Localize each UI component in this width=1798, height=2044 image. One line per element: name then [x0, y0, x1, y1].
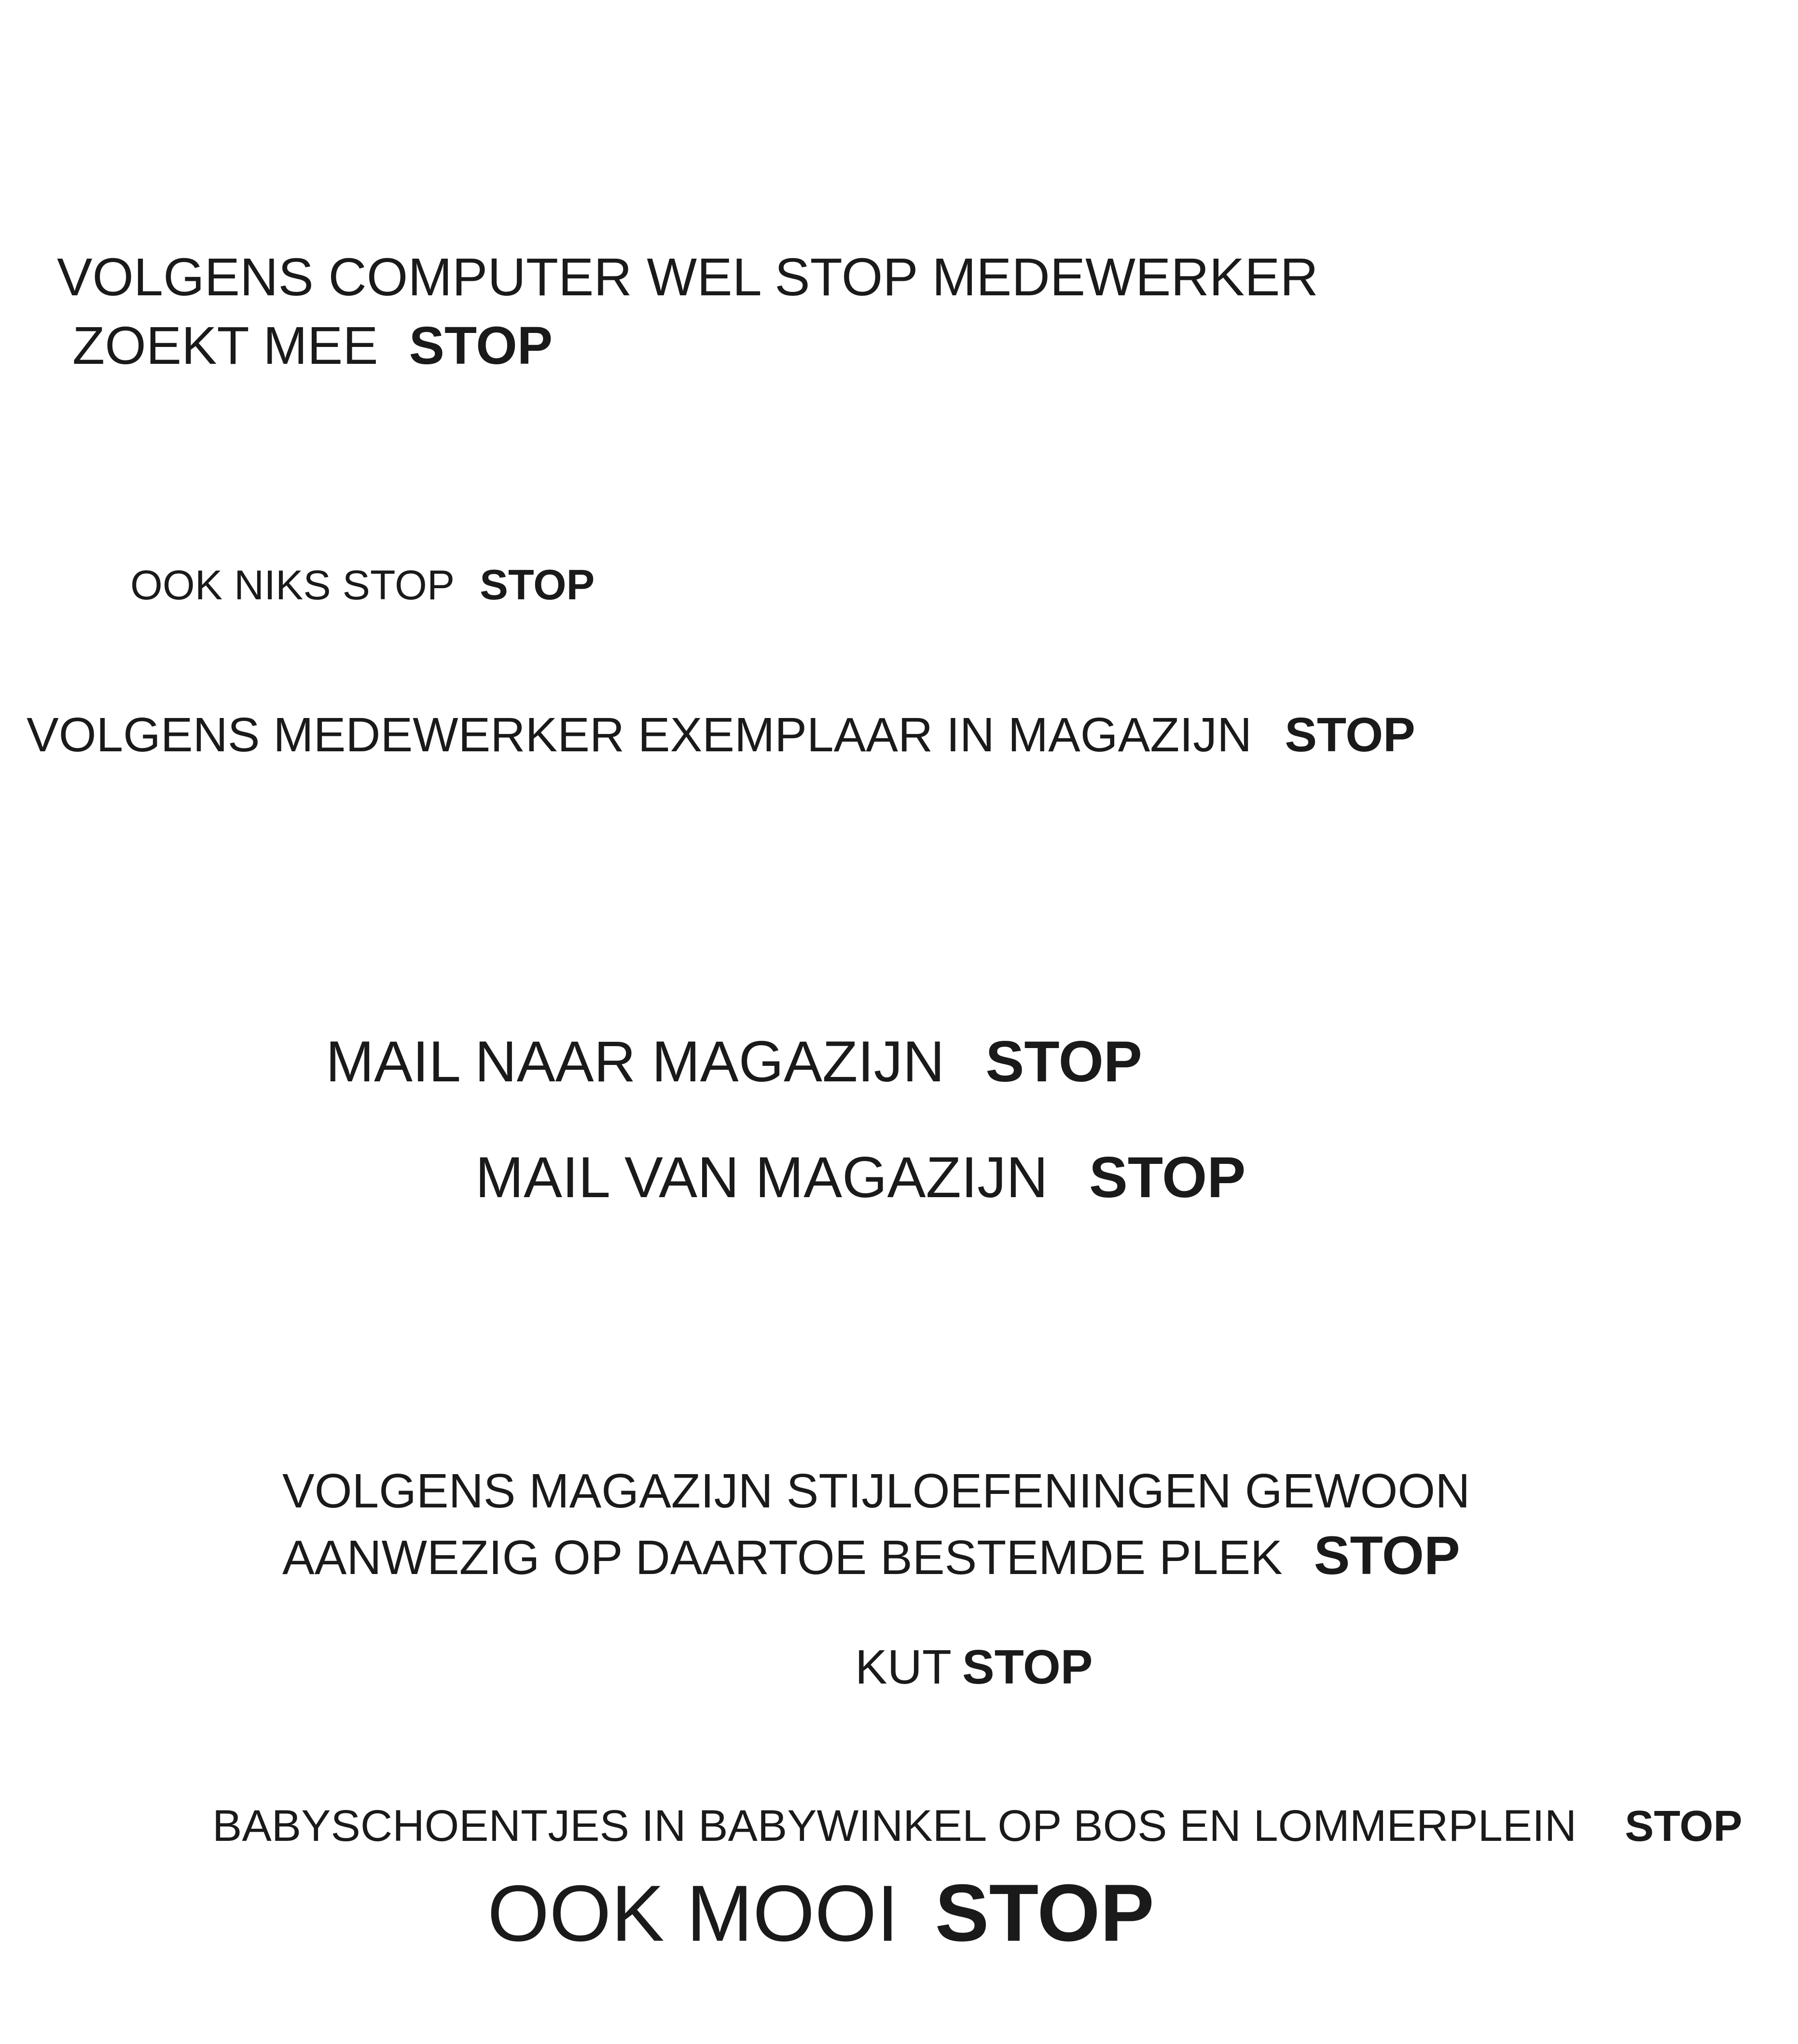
- line-text: KUT: [855, 1640, 952, 1694]
- poem-line-7: [855, 1640, 1093, 1694]
- line-text: MAIL NAAR MAGAZIJN: [326, 1029, 945, 1094]
- poem-line-2: [130, 561, 595, 608]
- line-text: VOLGENS MEDEWERKER EXEMPLAAR IN MAGAZIJN: [27, 708, 1252, 762]
- stop-word: STOP: [480, 561, 595, 608]
- poem-line-6a: [282, 1464, 1470, 1518]
- poem-line-1b: [72, 316, 553, 375]
- stop-word: STOP: [1089, 1145, 1246, 1210]
- line-text: MAIL VAN MAGAZIJN: [475, 1145, 1048, 1210]
- stop-word: STOP: [1625, 1802, 1743, 1851]
- line-text: OOK MOOI: [487, 1869, 899, 1958]
- line-text: VOLGENS COMPUTER WEL STOP MEDEWERKER: [57, 248, 1318, 307]
- poem-line-5: [475, 1145, 1246, 1210]
- stop-word: STOP: [935, 1867, 1154, 1958]
- poem-line-3: [27, 708, 1415, 762]
- stop-word: STOP: [985, 1029, 1142, 1094]
- line-text: AANWEZIG OP DAARTOE BESTEMDE PLEK: [282, 1531, 1283, 1585]
- stop-word: STOP: [962, 1640, 1093, 1694]
- poem-line-9: [487, 1867, 1154, 1958]
- line-text: BABYSCHOENTJES IN BABYWINKEL OP BOS EN LOMMERPLEIN: [212, 1801, 1577, 1851]
- stop-word: STOP: [1314, 1525, 1460, 1586]
- poem-line-4: [326, 1029, 1142, 1094]
- line-text: VOLGENS MAGAZIJN STIJLOEFENINGEN GEWOON: [282, 1464, 1470, 1518]
- poem-line-6b: [282, 1525, 1460, 1586]
- poem-line-8: [212, 1801, 1743, 1851]
- stop-word: STOP: [1285, 708, 1415, 762]
- poem-line-1a: [57, 248, 1318, 307]
- stop-word: STOP: [409, 316, 553, 375]
- line-text: ZOEKT MEE: [72, 316, 378, 375]
- line-text: OOK NIKS STOP: [130, 562, 455, 608]
